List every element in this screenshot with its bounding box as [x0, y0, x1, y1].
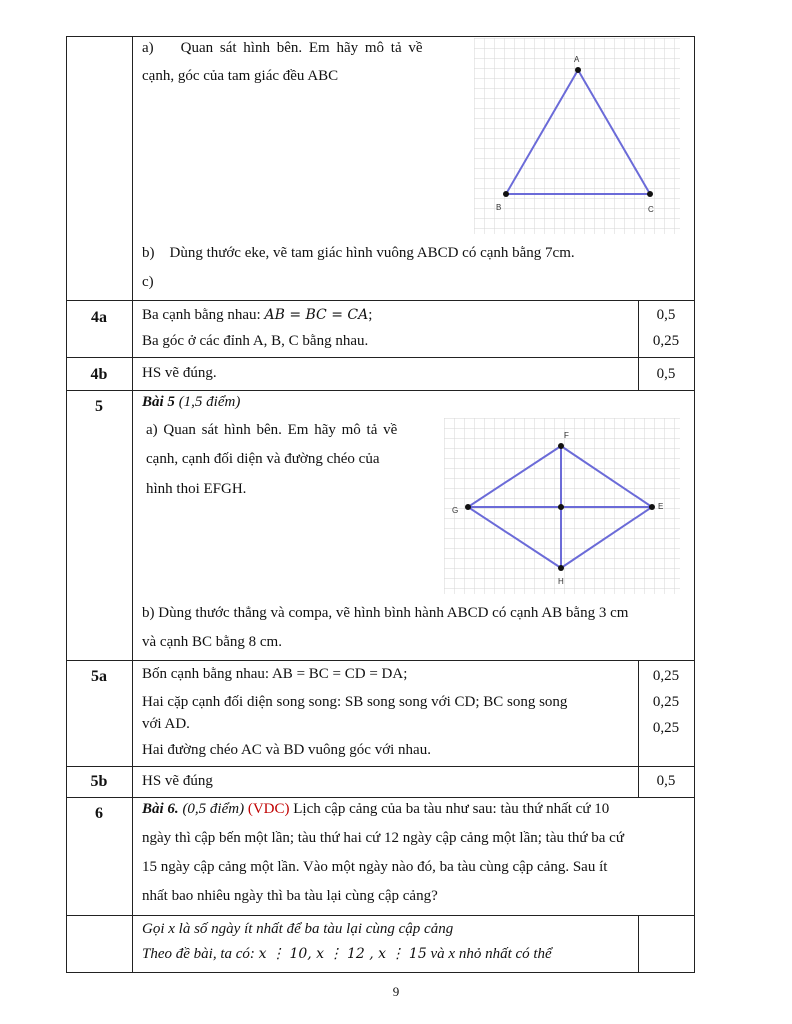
center-point	[558, 504, 564, 510]
score-4b: 0,5	[656, 366, 676, 382]
q4-part-a: a) Quan sát hình bên. Em hãy mô tả về	[142, 40, 423, 56]
q4-part-b: b) Dùng thước eke, vẽ tam giác hình vuông ABCD có cạnh bằng 7cm.	[142, 245, 575, 261]
label-b: B	[496, 203, 502, 212]
q5-title-points: (1,5 điểm)	[174, 394, 241, 410]
row-divider	[66, 390, 695, 391]
vertex-g	[465, 504, 471, 510]
vertex-e	[649, 504, 655, 510]
q5-a-line2: cạnh, cạnh đối diện và đường chéo của	[146, 451, 380, 467]
answer-5a-line1: Bốn cạnh bằng nhau: AB = BC = CD = DA;	[142, 666, 408, 682]
vertex-c	[647, 191, 653, 197]
row-divider	[66, 915, 695, 916]
solution-6-prefix: Theo đề bài, ta có:	[142, 946, 259, 962]
row-divider	[66, 300, 695, 301]
answer-4a-line1	[142, 307, 372, 324]
row-divider	[66, 660, 695, 661]
rhombus-figure	[444, 418, 680, 594]
q4-part-c: c)	[142, 274, 154, 290]
answer-5a-line2: Hai cặp cạnh đối diện song song: SB song song với CD; BC song song	[142, 694, 568, 710]
row-label-5: 5	[95, 398, 103, 415]
answer-5a-line3: với AD.	[142, 716, 190, 732]
score-5a-2: 0,25	[652, 694, 680, 710]
q5-title-bold: Bài 5	[142, 394, 175, 410]
q4-part-a-line2: cạnh, góc của tam giác đều ABC	[142, 68, 339, 84]
q6-line2: ngày thì cập bến một lần; tàu thứ hai cứ 12 ngày cập cảng một lần; tàu thứ ba cứ	[142, 830, 624, 846]
answer-5b: HS vẽ đúng	[142, 773, 213, 789]
q5-b-line1: b) Dùng thước thẳng và compa, vẽ hình bình hành ABCD có cạnh AB bằng 3 cm	[142, 605, 629, 621]
score-4a-2: 0,25	[652, 333, 680, 349]
solution-6-line1: Gọi x là số ngày ít nhất để ba tàu lại cùng cập cảng	[142, 921, 454, 937]
q6-level-tag: (VDC)	[244, 801, 290, 817]
row-label-6: 6	[95, 805, 103, 822]
column-divider	[132, 36, 133, 973]
page-number: 9	[392, 984, 400, 999]
answer-4a-line2: Ba góc ở các đỉnh A, B, C bằng nhau.	[142, 333, 369, 349]
answer-5a-line4: Hai đường chéo AC và BD vuông góc với nhau.	[142, 742, 431, 758]
q5-a-line1: a) Quan sát hình bên. Em hãy mô tả về	[146, 422, 398, 438]
q5-a-line3: hình thoi EFGH.	[146, 481, 247, 497]
row-divider	[66, 797, 695, 798]
table-border-left	[66, 36, 67, 973]
vertex-f	[558, 443, 564, 449]
row-divider	[66, 357, 695, 358]
label-h: H	[558, 577, 564, 586]
row-label-4b: 4b	[90, 366, 108, 383]
solution-6-math: x ⋮ 10, x ⋮ 12 , x ⋮ 15	[258, 946, 427, 962]
score-5a-1: 0,25	[652, 668, 680, 684]
score-5a-3: 0,25	[652, 720, 680, 736]
solution-6-line2	[142, 946, 552, 963]
score-column-divider	[638, 915, 639, 972]
q6-title-points: (0,5 điểm)	[178, 801, 245, 817]
vertex-a	[575, 67, 581, 73]
table-border-right	[694, 36, 695, 973]
q6-line1-text: Lịch cập cảng của ba tàu như sau: tàu thứ nhất cứ 10	[289, 801, 610, 817]
row-label-5b: 5b	[90, 773, 108, 790]
answer-4a-prefix: Ba cạnh bằng nhau:	[142, 307, 265, 323]
label-g: G	[452, 506, 459, 515]
row-label-5a: 5a	[91, 668, 107, 685]
answer-4b: HS vẽ đúng.	[142, 365, 217, 381]
q5-title	[142, 394, 240, 411]
label-c: C	[648, 205, 654, 214]
label-e: E	[658, 502, 664, 511]
q6-line3: 15 ngày cập cảng một lần. Vào một ngày nào đó, ba tàu cùng cập cảng. Sau ít	[142, 859, 608, 875]
triangle-figure	[474, 38, 680, 234]
q6-line4: nhất bao nhiêu ngày thì ba tàu lại cùng cập cảng?	[142, 888, 438, 904]
vertex-h	[558, 565, 564, 571]
table-border-top	[66, 36, 695, 37]
score-4a-1: 0,5	[656, 307, 676, 323]
table-border-bottom	[66, 972, 695, 973]
row-divider	[66, 766, 695, 767]
solution-6-suffix: và x nhỏ nhất có thể	[426, 946, 552, 962]
answer-4a-suffix: ;	[368, 307, 373, 323]
row-label-4a: 4a	[91, 309, 107, 326]
label-f: F	[564, 431, 569, 440]
score-5b: 0,5	[656, 773, 676, 789]
q5-b-line2: và cạnh BC bằng 8 cm.	[142, 634, 282, 650]
label-a: A	[574, 55, 580, 64]
answer-4a-math: AB = BC = CA	[264, 307, 369, 323]
vertex-b	[503, 191, 509, 197]
q6-title-bold: Bài 6.	[142, 801, 179, 817]
q6-line1	[142, 801, 609, 818]
